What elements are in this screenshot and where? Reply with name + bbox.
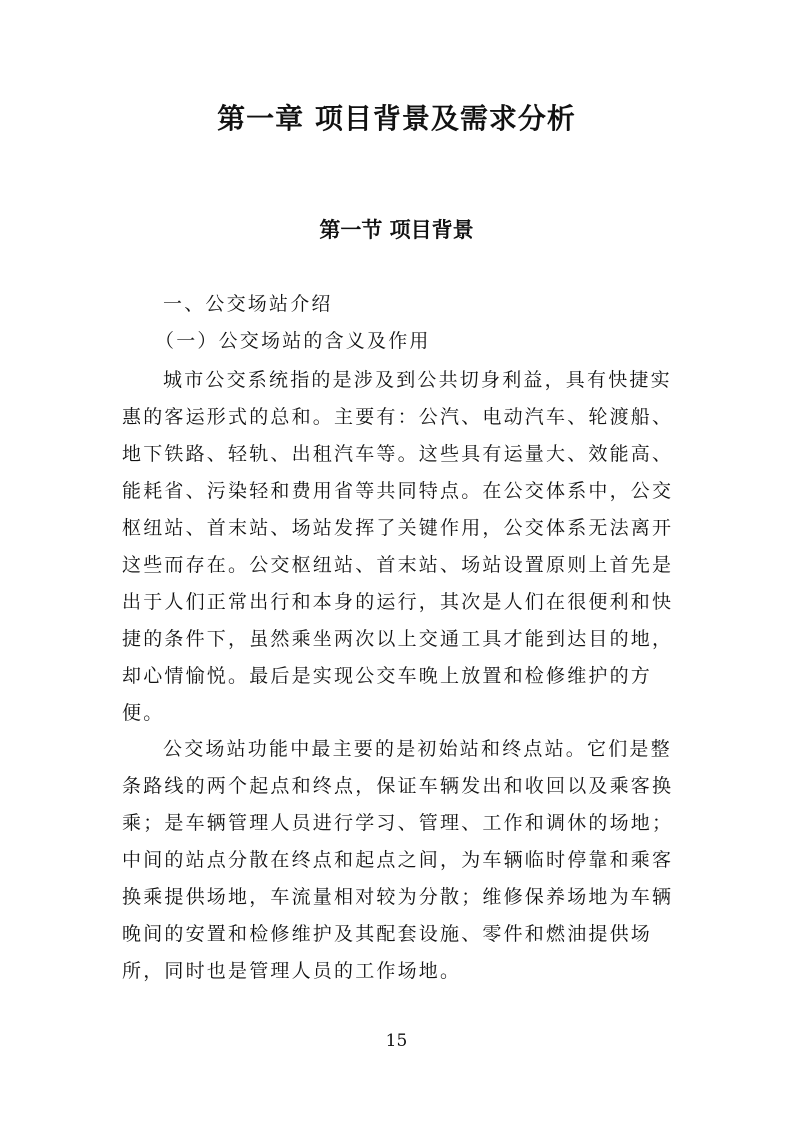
paragraph-line: 公交场站功能中最主要的是初始站和终点站。它们是整 (163, 738, 672, 760)
section-title: 第一节 项目背景 (319, 217, 474, 242)
paragraph-line: 惠的客运形式的总和。主要有：公汽、电动汽车、轮渡船、 (122, 406, 674, 428)
paragraph-line: 城市公交系统指的是涉及到公共切身利益，具有快捷实 (163, 369, 672, 391)
paragraph-line: 能耗省、污染轻和费用省等共同特点。在公交体系中，公交 (122, 480, 674, 502)
paragraph-line: 换乘提供场地，车流量相对较为分散；维修保养场地为车辆 (122, 886, 674, 908)
page-number: 15 (385, 1031, 408, 1051)
heading-2: （一）公交场站的含义及作用 (155, 330, 431, 352)
paragraph-line: 中间的站点分散在终点和起点之间，为车辆临时停靠和乘客 (122, 849, 674, 871)
paragraph-2 (122, 731, 674, 990)
paragraph-line: 乘；是车辆管理人员进行学习、管理、工作和调休的场地； (122, 812, 674, 834)
paragraph-line: 却心情愉悦。最后是实现公交车晚上放置和检修维护的方 (122, 665, 653, 687)
heading-block (122, 286, 674, 360)
paragraph-line: 这些而存在。公交枢纽站、首末站、场站设置原则上首先是 (122, 554, 674, 576)
paragraph-1 (122, 362, 674, 732)
paragraph-line: 地下铁路、轻轨、出租汽车等。这些具有运量大、效能高、 (122, 443, 674, 465)
paragraph-line: 所，同时也是管理人员的工作场地。 (122, 960, 462, 982)
paragraph-line: 出于人们正常出行和本身的运行，其次是人们在很便利和快 (122, 591, 674, 613)
chapter-title: 第一章 项目背景及需求分析 (217, 102, 576, 135)
paragraph-line: 枢纽站、首末站、场站发挥了关键作用，公交体系无法离开 (122, 517, 674, 539)
paragraph-line: 条路线的两个起点和终点，保证车辆发出和收回以及乘客换 (122, 775, 674, 797)
heading-1: 一、公交场站介绍 (163, 293, 333, 315)
paragraph-line: 捷的条件下，虽然乘坐两次以上交通工具才能到达目的地， (122, 628, 674, 650)
paragraph-line: 便。 (122, 702, 165, 724)
paragraph-line: 晚间的安置和检修维护及其配套设施、零件和燃油提供场 (122, 923, 653, 945)
